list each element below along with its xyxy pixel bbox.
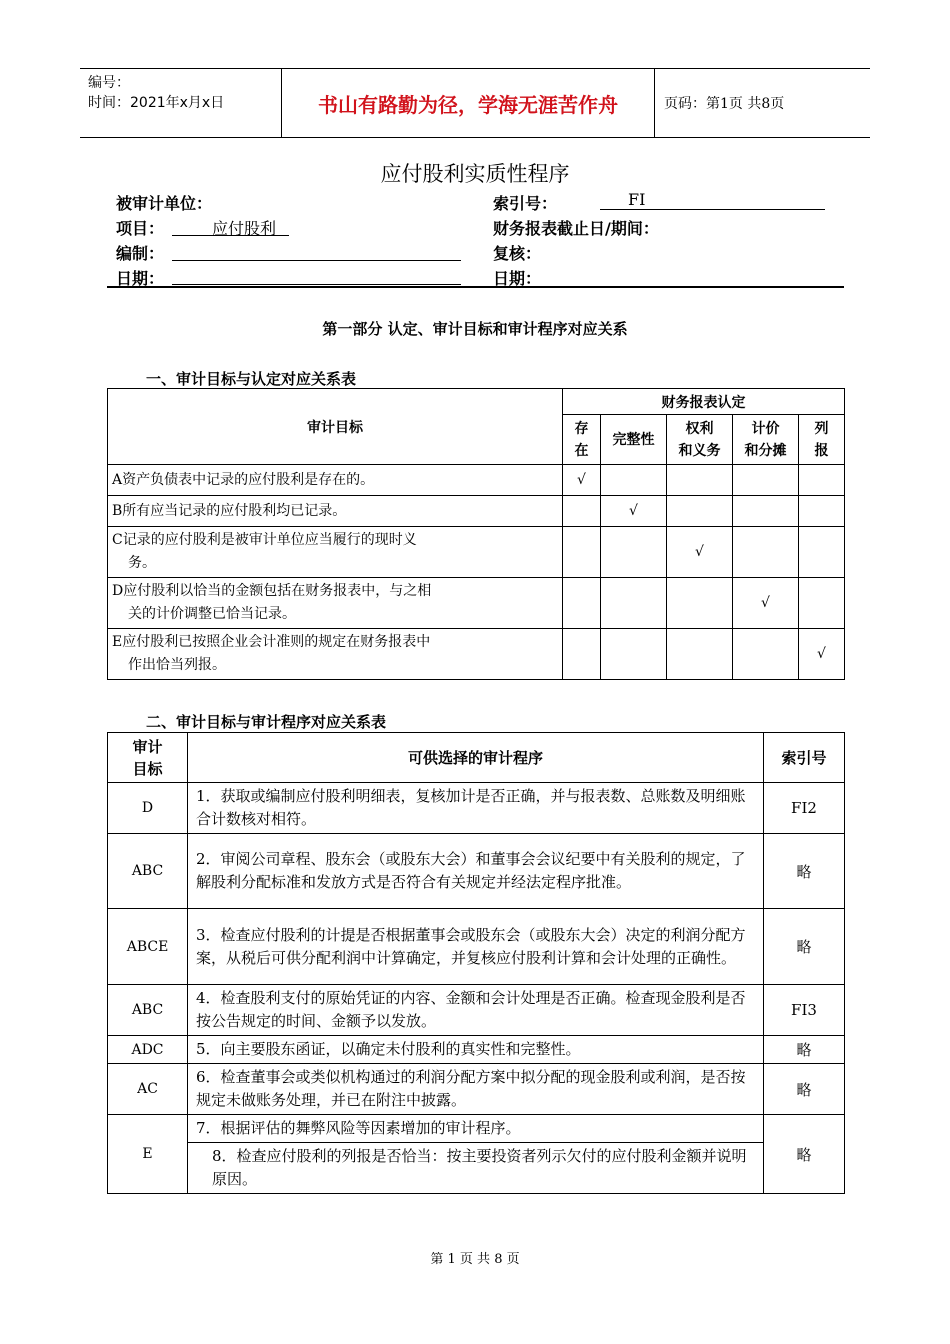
check-cell <box>799 527 845 578</box>
goal-text-continued: 关的计价调整已恰当记录。 <box>128 606 296 622</box>
assertion-row <box>108 578 845 629</box>
procedure-row <box>108 909 845 985</box>
goal-cell <box>108 629 563 680</box>
check-cell <box>601 629 667 680</box>
goal-header: 审计目标 <box>108 389 563 465</box>
check-cell <box>601 465 667 496</box>
check-cell <box>799 496 845 527</box>
assertion-row <box>108 527 845 578</box>
check-mark: √ <box>817 646 826 662</box>
section1-title: 一、审计目标与认定对应关系表 <box>146 370 357 388</box>
goal-text: D应付股利以恰当的金额包括在财务报表中，与之相 <box>112 583 432 599</box>
auditee-label: 被审计单位： <box>116 194 213 213</box>
procedure-row <box>108 985 845 1036</box>
check-cell <box>667 465 733 496</box>
procedure-text: 1．获取或编制应付股利明细表，复核加计是否正确，并与报表数、总账数及明细账合计数核对相符。 <box>188 783 764 834</box>
date-underline <box>172 284 461 285</box>
goal-code: ABCE <box>108 909 188 985</box>
assertion-table <box>107 388 845 680</box>
code-label: 编号： <box>88 75 130 91</box>
check-cell <box>733 527 799 578</box>
part-title: 第一部分 认定、审计目标和审计程序对应关系 <box>322 320 628 338</box>
index-underline <box>600 209 825 210</box>
procedure-row <box>108 1115 845 1143</box>
check-cell <box>563 496 601 527</box>
procedure-index: 略 <box>764 1036 845 1064</box>
check-cell <box>563 465 601 496</box>
document-title: 应付股利实质性程序 <box>380 162 570 186</box>
procedure-row <box>108 1036 845 1064</box>
procedure-row <box>108 834 845 909</box>
check-cell <box>799 629 845 680</box>
procedure-text: 5．向主要股东函证，以确定未付股利的真实性和完整性。 <box>188 1036 764 1064</box>
assertion-header-line: 在 <box>574 442 589 459</box>
assertion-header <box>733 415 799 465</box>
procedure-index: FI2 <box>764 783 845 834</box>
time-label: 时间：2021年x月x日 <box>88 95 225 111</box>
check-cell <box>799 465 845 496</box>
check-cell <box>799 578 845 629</box>
procedure-index: 略 <box>764 1064 845 1115</box>
goal-code: ABC <box>108 985 188 1036</box>
check-mark: √ <box>695 544 704 560</box>
check-mark: √ <box>629 503 638 519</box>
goal-text: E应付股利已按照企业会计准则的规定在财务报表中 <box>112 634 431 650</box>
assertion-row <box>108 496 845 527</box>
goal-text: A资产负债表中记录的应付股利是存在的。 <box>112 471 375 488</box>
preparer-label: 编制： <box>116 244 165 263</box>
check-cell <box>667 527 733 578</box>
assertion-header-line: 完整性 <box>612 431 655 448</box>
assertion-header-line: 和义务 <box>678 442 721 459</box>
procedure-text: 8．检查应付股利的列报是否恰当：按主要投资者列示欠付的应付股利金额并说明原因。 <box>188 1143 764 1194</box>
procedure-row <box>108 1143 845 1194</box>
preparer-underline <box>172 260 461 261</box>
item-value: 应付股利 <box>212 219 277 238</box>
assertion-header-line: 计价 <box>751 420 780 437</box>
date-label-right: 日期： <box>493 269 542 288</box>
goal-text: B所有应当记录的应付股利均已记录。 <box>112 502 347 519</box>
period-label: 财务报表截止日/期间： <box>493 219 659 238</box>
procedure-col-header: 可供选择的审计程序 <box>188 733 764 783</box>
check-cell <box>733 496 799 527</box>
check-mark: √ <box>577 472 586 488</box>
goal-text: C记录的应付股利是被审计单位应当履行的现时义 <box>112 532 417 548</box>
procedure-index: 略 <box>764 1115 845 1194</box>
date-label-left: 日期： <box>116 269 165 288</box>
check-cell <box>733 465 799 496</box>
goal-code: D <box>108 783 188 834</box>
goal-cell <box>108 527 563 578</box>
assertion-header <box>799 415 845 465</box>
procedure-text: 3．检查应付股利的计提是否根据董事会或股东会（或股东大会）决定的利润分配方案，从税后可供分配利润中计算确定，并复核应付股利计算和会计处理的正确性。 <box>188 909 764 985</box>
assertion-header-line: 权利 <box>685 420 714 437</box>
assertion-row <box>108 465 845 496</box>
goal-text-continued: 务。 <box>128 555 156 571</box>
index-col-header: 索引号 <box>764 733 845 783</box>
assertion-header-line: 列 <box>814 420 829 437</box>
index-label: 索引号： <box>493 194 558 213</box>
assertion-row <box>108 629 845 680</box>
assertion-header <box>601 415 667 465</box>
check-mark: √ <box>761 595 770 611</box>
goal-code: ABC <box>108 834 188 909</box>
goal-cell <box>108 465 563 496</box>
header-meta <box>80 69 282 137</box>
section2-title: 二、审计目标与审计程序对应关系表 <box>146 713 387 731</box>
goal-col-header <box>108 733 188 783</box>
procedure-text: 2．审阅公司章程、股东会（或股东大会）和董事会会议纪要中有关股利的规定，了解股利分配标准和发放方式是否符合有关规定并经法定程序批准。 <box>188 834 764 909</box>
motto: 书山有路勤为径，学海无涯苦作舟 <box>282 69 655 137</box>
assertion-header-line: 存 <box>574 420 589 437</box>
check-cell <box>667 496 733 527</box>
goal-code: AC <box>108 1064 188 1115</box>
header-rule <box>107 286 844 288</box>
procedure-text: 4．检查股利支付的原始凭证的内容、金额和会计处理是否正确。检查现金股利是否按公告规定的时间、金额予以发放。 <box>188 985 764 1036</box>
check-cell <box>563 578 601 629</box>
reviewer-label: 复核： <box>493 244 542 263</box>
goal-text-continued: 作出恰当列报。 <box>128 657 226 673</box>
check-cell <box>601 527 667 578</box>
item-underline <box>172 235 289 236</box>
check-cell <box>601 496 667 527</box>
check-cell <box>733 578 799 629</box>
check-cell <box>667 629 733 680</box>
assertion-header <box>667 415 733 465</box>
procedure-text: 7．根据评估的舞弊风险等因素增加的审计程序。 <box>188 1115 764 1143</box>
goal-cell <box>108 496 563 527</box>
check-cell <box>667 578 733 629</box>
page-footer: 第 1 页 共 8 页 <box>430 1252 520 1267</box>
goal-cell <box>108 578 563 629</box>
check-cell <box>563 629 601 680</box>
procedure-row <box>108 1064 845 1115</box>
item-label: 项目： <box>116 219 165 238</box>
procedure-row <box>108 783 845 834</box>
assertion-header-line: 报 <box>814 442 829 459</box>
check-cell <box>601 578 667 629</box>
assertion-group-header: 财务报表认定 <box>563 389 845 415</box>
goal-col-header-line1: 审计 <box>132 737 163 756</box>
assertion-header-line: 和分摊 <box>744 442 787 459</box>
goal-code: E <box>108 1115 188 1194</box>
procedure-text: 6．检查董事会或类似机构通过的利润分配方案中拟分配的现金股利或利润，是否按规定未做账务处理，并已在附注中披露。 <box>188 1064 764 1115</box>
goal-code: ADC <box>108 1036 188 1064</box>
goal-col-header-line2: 目标 <box>132 759 163 778</box>
check-cell <box>733 629 799 680</box>
procedure-table <box>107 732 845 1194</box>
procedure-index: 略 <box>764 909 845 985</box>
check-cell <box>563 527 601 578</box>
assertion-header <box>563 415 601 465</box>
index-value: FI <box>628 190 646 209</box>
page-info: 页码：第1页 共8页 <box>664 96 785 112</box>
procedure-index: FI3 <box>764 985 845 1036</box>
header-box <box>80 68 870 138</box>
procedure-index: 略 <box>764 834 845 909</box>
